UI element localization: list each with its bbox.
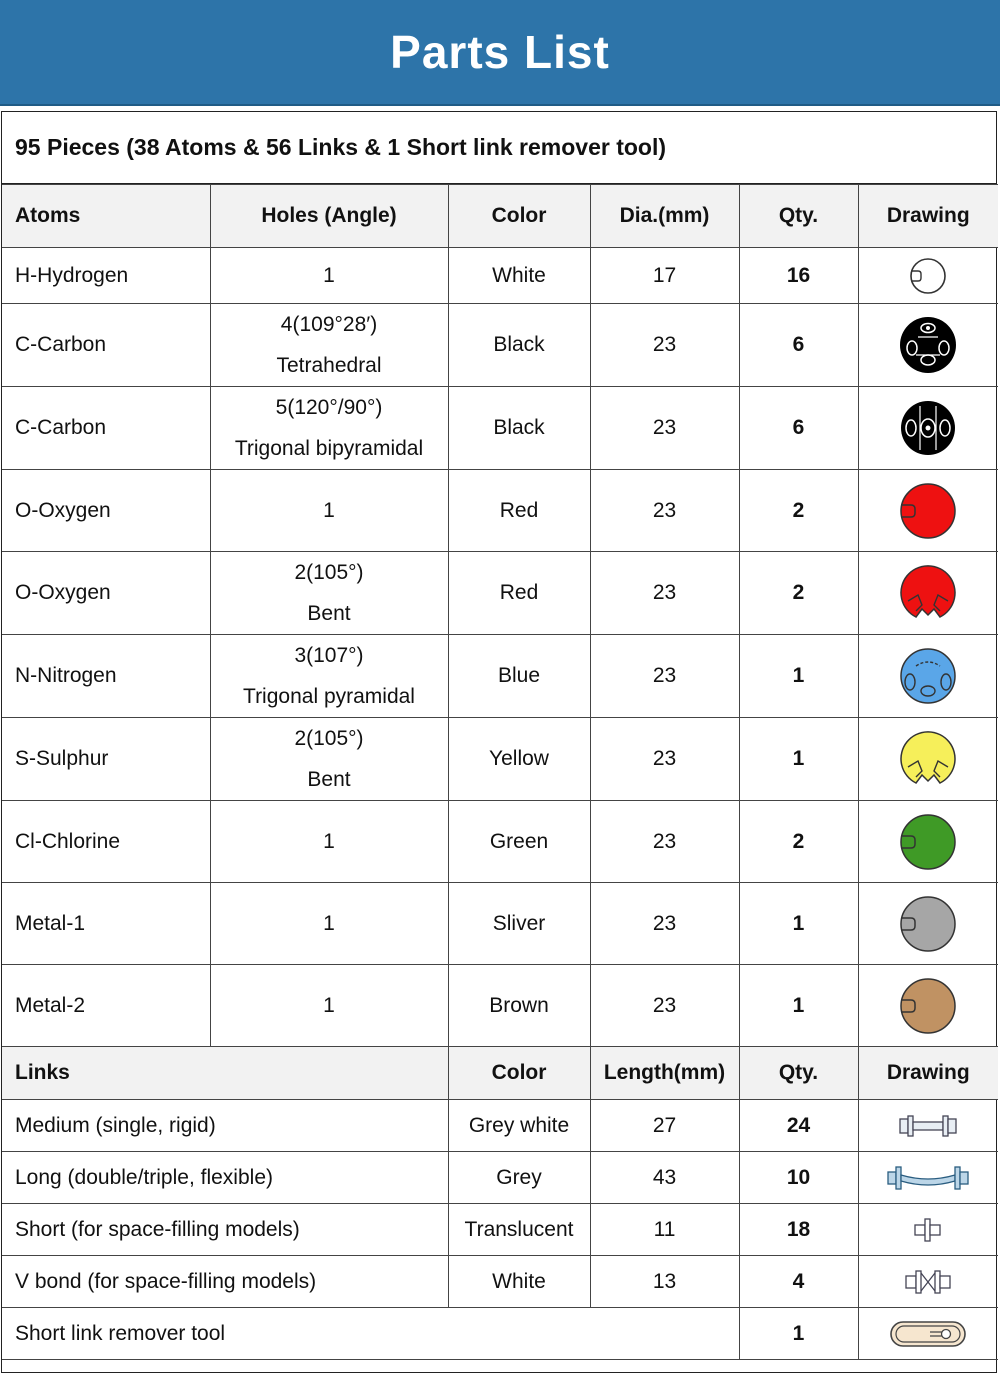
parts-table [2,184,998,1360]
long-link-icon [886,1163,970,1193]
atom-holes: 1 [210,883,448,965]
link-length: 43 [590,1152,739,1204]
atom-name: Metal-2 [2,965,210,1047]
atom-row [2,304,998,387]
atom-qty: 1 [739,718,858,801]
link-qty-column-header: Qty. [739,1047,858,1100]
atom-diameter: 23 [590,470,739,552]
atom-holes: 2(105°) [294,561,364,584]
link-name: V bond (for space-filling models) [2,1256,448,1308]
atom-row [2,387,998,470]
link-qty: 18 [739,1204,858,1256]
atom-row [2,965,998,1047]
link-name: Medium (single, rigid) [2,1100,448,1152]
atom-qty: 1 [739,965,858,1047]
link-row [2,1204,998,1256]
page-title: Parts List [390,26,610,78]
link-drawing-column-header: Drawing [858,1047,998,1100]
atom-holes: 1 [210,965,448,1047]
atom-diameter: 23 [590,801,739,883]
oxygen-single-ball-icon [898,481,958,541]
atom-color: Brown [448,965,590,1047]
atom-qty: 2 [739,552,858,635]
link-length: 27 [590,1100,739,1152]
atom-color: Red [448,470,590,552]
link-length: 11 [590,1204,739,1256]
nitrogen-ball-icon [898,646,958,706]
carbon-bipyramidal-ball-icon [898,398,958,458]
link-remover-tool-icon [888,1318,968,1350]
atoms-column-header: Atoms [2,185,210,248]
atom-name: N-Nitrogen [2,635,210,718]
atom-qty: 2 [739,470,858,552]
short-link-icon [911,1215,945,1245]
metal-2-ball-icon [898,976,958,1036]
tool-qty: 1 [739,1308,858,1360]
atom-holes: 1 [210,801,448,883]
atom-color: Red [448,552,590,635]
color-column-header: Color [448,185,590,248]
link-color: Translucent [448,1204,590,1256]
atom-diameter: 23 [590,635,739,718]
atom-row [2,718,998,801]
atom-geometry: Tetrahedral [276,354,382,377]
medium-link-icon [896,1111,960,1141]
link-qty: 4 [739,1256,858,1308]
chlorine-ball-icon [898,812,958,872]
link-qty: 24 [739,1100,858,1152]
atom-name: S-Sulphur [2,718,210,801]
link-name: Short (for space-filling models) [2,1204,448,1256]
metal-1-ball-icon [898,894,958,954]
atom-diameter: 17 [590,248,739,304]
atom-diameter: 23 [590,718,739,801]
link-color: Grey [448,1152,590,1204]
atom-diameter: 23 [590,387,739,470]
atom-color: Black [448,304,590,387]
atom-holes: 3(107°) [294,644,364,667]
atom-qty: 6 [739,304,858,387]
link-qty: 10 [739,1152,858,1204]
atom-holes: 1 [210,470,448,552]
atom-color: Blue [448,635,590,718]
atom-geometry: Bent [307,602,351,625]
tool-name: Short link remover tool [2,1308,739,1360]
atom-qty: 6 [739,387,858,470]
atom-qty: 2 [739,801,858,883]
length-column-header: Length(mm) [590,1047,739,1100]
atom-name: Cl-Chlorine [2,801,210,883]
atom-color: Green [448,801,590,883]
atom-qty: 1 [739,635,858,718]
atom-name: C-Carbon [2,387,210,470]
drawing-column-header: Drawing [858,185,998,248]
link-color-column-header: Color [448,1047,590,1100]
atom-row [2,470,998,552]
link-length: 13 [590,1256,739,1308]
atom-diameter: 23 [590,883,739,965]
sulphur-ball-icon [898,729,958,789]
atom-diameter: 23 [590,965,739,1047]
atom-name: O-Oxygen [2,470,210,552]
atom-row [2,635,998,718]
atom-color: Black [448,387,590,470]
atom-color: Yellow [448,718,590,801]
atom-row [2,883,998,965]
atom-name: Metal-1 [2,883,210,965]
oxygen-bent-ball-icon [898,563,958,623]
parts-list-sheet [1,111,997,1373]
links-column-header: Links [2,1047,448,1100]
link-color: White [448,1256,590,1308]
atom-row [2,552,998,635]
atom-row [2,248,998,304]
atom-color: White [448,248,590,304]
atom-geometry: Trigonal bipyramidal [234,437,424,460]
atom-geometry: Bent [307,768,351,791]
atom-qty: 16 [739,248,858,304]
carbon-tetrahedral-ball-icon [898,315,958,375]
atoms-header-row [2,185,998,248]
atom-name: O-Oxygen [2,552,210,635]
hydrogen-ball-icon [906,254,950,298]
atom-holes: 1 [210,248,448,304]
atom-holes: 2(105°) [294,727,364,750]
link-color: Grey white [448,1100,590,1152]
qty-column-header: Qty. [739,185,858,248]
links-header-row [2,1047,998,1100]
atom-geometry: Trigonal pyramidal [243,685,415,708]
pieces-summary: 95 Pieces (38 Atoms & 56 Links & 1 Short link remover tool) [2,112,996,184]
link-row [2,1100,998,1152]
v-bond-icon [903,1267,953,1297]
link-name: Long (double/triple, flexible) [2,1152,448,1204]
atom-name: C-Carbon [2,304,210,387]
atom-qty: 1 [739,883,858,965]
holes-column-header: Holes (Angle) [210,185,448,248]
tool-row [2,1308,998,1360]
page-banner [0,0,1000,106]
atom-holes: 4(109°28′) [280,313,378,336]
atom-name: H-Hydrogen [2,248,210,304]
atom-diameter: 23 [590,552,739,635]
atom-holes: 5(120°/90°) [275,396,383,419]
diameter-column-header: Dia.(mm) [590,185,739,248]
link-row [2,1152,998,1204]
atom-color: Sliver [448,883,590,965]
link-row [2,1256,998,1308]
atom-diameter: 23 [590,304,739,387]
atom-row [2,801,998,883]
